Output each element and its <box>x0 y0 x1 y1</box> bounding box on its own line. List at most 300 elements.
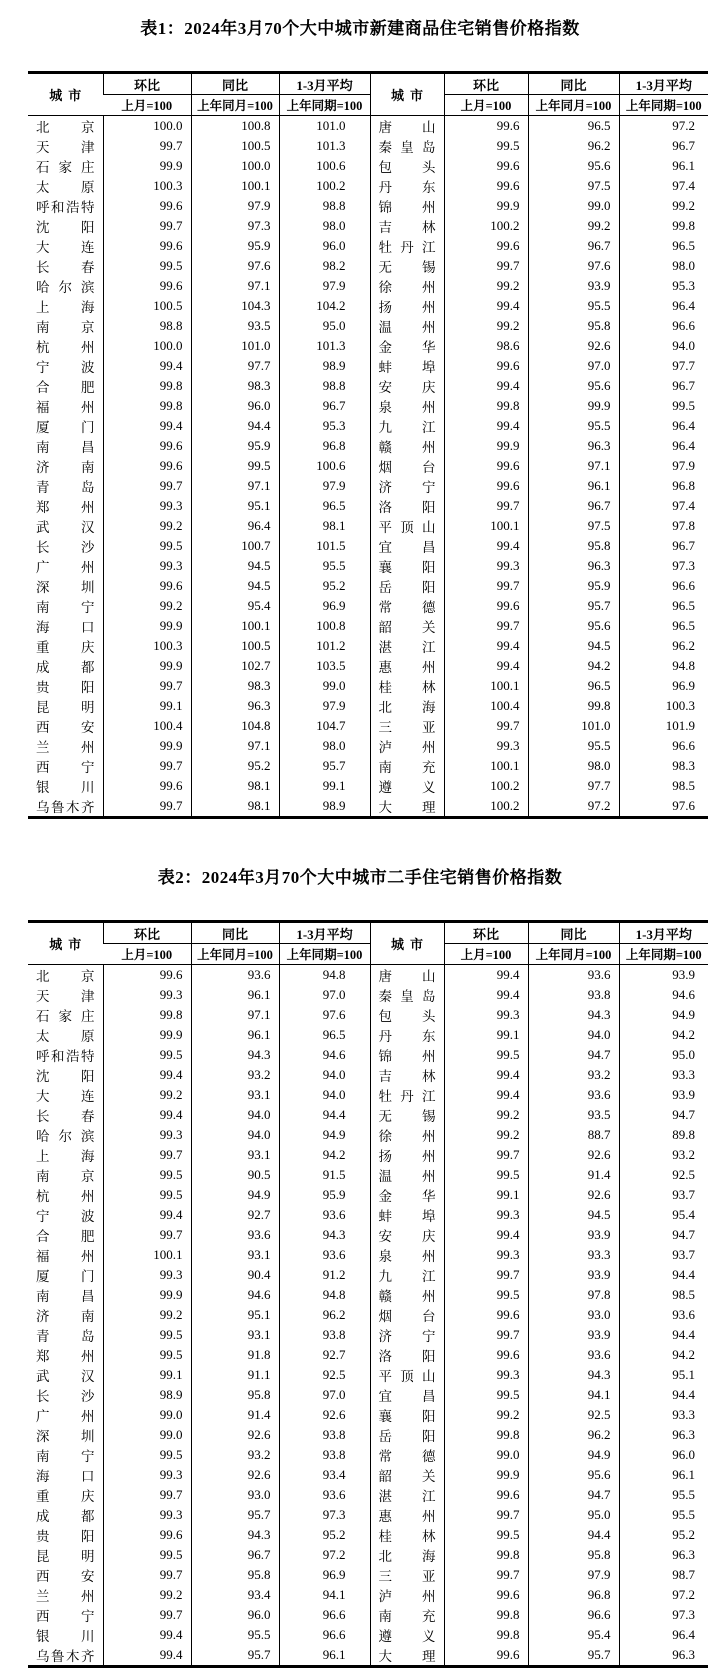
index-value-cell: 93.4 <box>279 1465 370 1485</box>
city-cell: 洛阳 <box>370 1345 444 1365</box>
header-yoy-label: 同比 <box>528 922 619 944</box>
index-value-cell: 96.0 <box>191 396 279 416</box>
city-cell: 吉林 <box>370 216 444 236</box>
index-value-cell: 96.5 <box>619 616 708 636</box>
index-value-cell: 99.6 <box>444 236 528 256</box>
index-value-cell: 95.2 <box>191 756 279 776</box>
index-value-cell: 94.7 <box>619 1105 708 1125</box>
index-value-cell: 99.4 <box>444 296 528 316</box>
index-value-cell: 99.6 <box>103 436 191 456</box>
index-value-cell: 96.3 <box>528 436 619 456</box>
table-row <box>28 1025 708 1045</box>
city-cell: 济宁 <box>370 1325 444 1345</box>
index-value-cell: 104.8 <box>191 716 279 736</box>
index-value-cell: 96.5 <box>528 116 619 137</box>
index-value-cell: 99.3 <box>444 1365 528 1385</box>
index-value-cell: 99.2 <box>528 216 619 236</box>
index-value-cell: 93.6 <box>528 1085 619 1105</box>
index-value-cell: 96.7 <box>528 496 619 516</box>
table-row <box>28 636 708 656</box>
index-value-cell: 96.6 <box>619 736 708 756</box>
table-row <box>28 1265 708 1285</box>
city-cell: 无锡 <box>370 1105 444 1125</box>
index-value-cell: 91.4 <box>191 1405 279 1425</box>
index-value-cell: 94.4 <box>619 1265 708 1285</box>
index-value-cell: 96.5 <box>528 676 619 696</box>
city-cell: 北京 <box>36 969 95 984</box>
city-cell: 宁波 <box>36 1209 95 1224</box>
index-value-cell: 100.3 <box>103 636 191 656</box>
city-cell: 海口 <box>36 1469 95 1484</box>
index-value-cell: 99.5 <box>444 1285 528 1305</box>
header-city-label: 城市 <box>28 922 103 965</box>
index-value-cell: 99.8 <box>103 376 191 396</box>
index-value-cell: 93.6 <box>279 1245 370 1265</box>
city-cell: 泸州 <box>370 736 444 756</box>
table-row <box>28 1425 708 1445</box>
index-value-cell: 93.6 <box>279 1205 370 1225</box>
index-value-cell: 102.7 <box>191 656 279 676</box>
index-value-cell: 95.2 <box>619 1525 708 1545</box>
table-row <box>28 1565 708 1585</box>
header-mom-label: 环比 <box>444 922 528 944</box>
index-value-cell: 96.6 <box>279 1605 370 1625</box>
index-value-cell: 95.5 <box>191 1625 279 1645</box>
index-value-cell: 97.8 <box>619 516 708 536</box>
index-value-cell: 100.1 <box>191 616 279 636</box>
index-value-cell: 99.5 <box>103 1445 191 1465</box>
index-value-cell: 104.3 <box>191 296 279 316</box>
index-value-cell: 96.1 <box>191 1025 279 1045</box>
city-cell: 牡丹江 <box>370 236 444 256</box>
header-mom-label: 环比 <box>103 922 191 944</box>
city-cell: 泉州 <box>370 1245 444 1265</box>
index-value-cell: 96.8 <box>619 476 708 496</box>
index-value-cell: 94.3 <box>528 1005 619 1025</box>
index-value-cell: 96.1 <box>191 985 279 1005</box>
table-row <box>28 1065 708 1085</box>
index-value-cell: 99.4 <box>444 376 528 396</box>
index-value-cell: 91.5 <box>279 1165 370 1185</box>
header-avg-base: 上年同期=100 <box>279 944 370 965</box>
index-value-cell: 99.5 <box>444 1525 528 1545</box>
city-cell: 平顶山 <box>370 1365 444 1385</box>
table-row <box>28 116 708 137</box>
index-value-cell: 97.9 <box>279 696 370 716</box>
table-row <box>28 1085 708 1105</box>
city-cell: 南充 <box>370 1605 444 1625</box>
table-row <box>28 1045 708 1065</box>
index-value-cell: 93.1 <box>191 1245 279 1265</box>
index-value-cell: 99.3 <box>103 1265 191 1285</box>
index-value-cell: 98.0 <box>279 736 370 756</box>
index-value-cell: 91.8 <box>191 1345 279 1365</box>
index-value-cell: 99.9 <box>444 436 528 456</box>
index-value-cell: 99.5 <box>103 536 191 556</box>
index-value-cell: 98.1 <box>191 776 279 796</box>
index-value-cell: 99.7 <box>103 476 191 496</box>
city-cell: 郑州 <box>36 500 95 515</box>
city-cell: 宜昌 <box>370 1385 444 1405</box>
index-value-cell: 93.2 <box>619 1145 708 1165</box>
index-value-cell: 99.9 <box>103 1025 191 1045</box>
index-value-cell: 94.6 <box>619 985 708 1005</box>
index-value-cell: 98.2 <box>279 256 370 276</box>
index-value-cell: 98.6 <box>444 336 528 356</box>
table-row <box>28 616 708 636</box>
city-cell: 昆明 <box>36 700 95 715</box>
index-value-cell: 99.0 <box>528 196 619 216</box>
index-value-cell: 99.7 <box>103 1485 191 1505</box>
index-value-cell: 94.9 <box>619 1005 708 1025</box>
city-cell: 徐州 <box>370 276 444 296</box>
header-yoy-base: 上年同月=100 <box>191 944 279 965</box>
city-cell: 徐州 <box>370 1125 444 1145</box>
index-value-cell: 99.3 <box>103 556 191 576</box>
index-value-cell: 95.7 <box>191 1645 279 1667</box>
index-value-cell: 93.4 <box>191 1585 279 1605</box>
city-cell: 大理 <box>370 796 444 818</box>
index-value-cell: 90.4 <box>191 1265 279 1285</box>
index-value-cell: 94.0 <box>528 1025 619 1045</box>
header-yoy-label: 同比 <box>191 922 279 944</box>
index-value-cell: 99.2 <box>103 516 191 536</box>
index-value-cell: 99.0 <box>103 1425 191 1445</box>
index-value-cell: 94.2 <box>619 1025 708 1045</box>
index-value-cell: 95.4 <box>528 1625 619 1645</box>
city-cell: 上海 <box>36 1149 95 1164</box>
table-row <box>28 396 708 416</box>
index-value-cell: 99.6 <box>444 1305 528 1325</box>
index-value-cell: 96.7 <box>279 396 370 416</box>
index-value-cell: 99.7 <box>103 1605 191 1625</box>
index-value-cell: 94.7 <box>528 1045 619 1065</box>
index-value-cell: 100.5 <box>191 636 279 656</box>
index-value-cell: 99.1 <box>444 1185 528 1205</box>
index-value-cell: 97.5 <box>528 176 619 196</box>
index-value-cell: 94.1 <box>528 1385 619 1405</box>
index-value-cell: 95.2 <box>279 1525 370 1545</box>
index-value-cell: 96.5 <box>279 1025 370 1045</box>
table2-resale-home-price-index <box>28 920 708 1668</box>
table-row <box>28 316 708 336</box>
index-value-cell: 96.7 <box>619 136 708 156</box>
city-cell: 秦皇岛 <box>370 136 444 156</box>
index-value-cell: 99.2 <box>103 596 191 616</box>
index-value-cell: 96.5 <box>619 596 708 616</box>
city-cell: 哈尔滨 <box>36 280 95 295</box>
city-cell: 青岛 <box>36 480 95 495</box>
city-cell: 南宁 <box>36 600 95 615</box>
header-avg-base: 上年同期=100 <box>619 95 708 116</box>
index-value-cell: 99.6 <box>103 965 191 986</box>
table-row <box>28 1185 708 1205</box>
index-value-cell: 99.9 <box>103 656 191 676</box>
city-cell: 西安 <box>36 720 95 735</box>
index-value-cell: 99.7 <box>444 256 528 276</box>
index-value-cell: 96.7 <box>528 236 619 256</box>
index-value-cell: 95.7 <box>528 1645 619 1667</box>
city-cell: 南昌 <box>36 440 95 455</box>
header-city-label: 城市 <box>370 73 444 116</box>
table-row <box>28 1365 708 1385</box>
city-cell: 遵义 <box>370 1625 444 1645</box>
index-value-cell: 98.8 <box>279 196 370 216</box>
index-value-cell: 94.9 <box>191 1185 279 1205</box>
header-mom-base: 上月=100 <box>444 944 528 965</box>
index-value-cell: 99.4 <box>444 1065 528 1085</box>
city-cell: 武汉 <box>36 1369 95 1384</box>
index-value-cell: 96.0 <box>279 236 370 256</box>
index-value-cell: 92.6 <box>528 336 619 356</box>
table-row <box>28 496 708 516</box>
index-value-cell: 99.9 <box>444 196 528 216</box>
index-value-cell: 97.8 <box>528 1285 619 1305</box>
table-row <box>28 1405 708 1425</box>
index-value-cell: 93.8 <box>279 1445 370 1465</box>
index-value-cell: 99.0 <box>279 676 370 696</box>
table-row <box>28 716 708 736</box>
index-value-cell: 93.9 <box>528 1225 619 1245</box>
index-value-cell: 99.7 <box>103 216 191 236</box>
city-cell: 太原 <box>36 1029 95 1044</box>
index-value-cell: 99.2 <box>103 1585 191 1605</box>
index-value-cell: 99.4 <box>444 416 528 436</box>
index-value-cell: 97.3 <box>191 216 279 236</box>
index-value-cell: 99.7 <box>103 756 191 776</box>
table-row <box>28 376 708 396</box>
header-mom-label: 环比 <box>444 73 528 95</box>
index-value-cell: 96.8 <box>528 1585 619 1605</box>
index-value-cell: 95.5 <box>528 416 619 436</box>
header-avg-base: 上年同期=100 <box>619 944 708 965</box>
index-value-cell: 94.8 <box>279 965 370 986</box>
city-cell: 南充 <box>370 756 444 776</box>
index-value-cell: 95.9 <box>191 236 279 256</box>
index-value-cell: 101.2 <box>279 636 370 656</box>
index-value-cell: 94.0 <box>619 336 708 356</box>
index-value-cell: 99.1 <box>279 776 370 796</box>
index-value-cell: 99.6 <box>444 156 528 176</box>
table2-body <box>28 965 708 1667</box>
index-value-cell: 95.5 <box>528 296 619 316</box>
city-cell: 厦门 <box>36 420 95 435</box>
index-value-cell: 94.3 <box>191 1045 279 1065</box>
index-value-cell: 98.3 <box>191 676 279 696</box>
index-value-cell: 101.0 <box>528 716 619 736</box>
index-value-cell: 94.4 <box>279 1105 370 1125</box>
table-row <box>28 536 708 556</box>
city-cell: 惠州 <box>370 1505 444 1525</box>
index-value-cell: 95.0 <box>279 316 370 336</box>
index-value-cell: 99.7 <box>444 1325 528 1345</box>
index-value-cell: 91.4 <box>528 1165 619 1185</box>
index-value-cell: 93.9 <box>528 1265 619 1285</box>
index-value-cell: 92.7 <box>191 1205 279 1225</box>
index-value-cell: 97.9 <box>279 476 370 496</box>
index-value-cell: 96.3 <box>619 1425 708 1445</box>
index-value-cell: 99.7 <box>444 1565 528 1585</box>
index-value-cell: 92.6 <box>528 1185 619 1205</box>
index-value-cell: 94.8 <box>619 656 708 676</box>
city-cell: 广州 <box>36 560 95 575</box>
city-cell: 银川 <box>36 1629 95 1644</box>
index-value-cell: 99.6 <box>103 236 191 256</box>
index-value-cell: 99.2 <box>444 276 528 296</box>
index-value-cell: 99.3 <box>444 1245 528 1265</box>
index-value-cell: 97.3 <box>279 1505 370 1525</box>
index-value-cell: 97.0 <box>279 1385 370 1405</box>
city-cell: 呼和浩特 <box>36 1049 95 1064</box>
header-avg-label: 1-3月平均 <box>279 73 370 95</box>
index-value-cell: 95.6 <box>528 616 619 636</box>
city-cell: 大连 <box>36 240 95 255</box>
index-value-cell: 96.5 <box>279 496 370 516</box>
index-value-cell: 92.7 <box>279 1345 370 1365</box>
index-value-cell: 98.1 <box>279 516 370 536</box>
city-cell: 宁波 <box>36 360 95 375</box>
city-cell: 南昌 <box>36 1289 95 1304</box>
index-value-cell: 97.2 <box>279 1545 370 1565</box>
index-value-cell: 99.6 <box>444 1485 528 1505</box>
index-value-cell: 93.9 <box>528 1325 619 1345</box>
index-value-cell: 95.0 <box>619 1045 708 1065</box>
index-value-cell: 99.9 <box>103 616 191 636</box>
index-value-cell: 99.2 <box>444 316 528 336</box>
index-value-cell: 104.2 <box>279 296 370 316</box>
index-value-cell: 95.4 <box>619 1205 708 1225</box>
index-value-cell: 97.5 <box>528 516 619 536</box>
index-value-cell: 97.7 <box>191 356 279 376</box>
index-value-cell: 99.5 <box>103 1045 191 1065</box>
index-value-cell: 97.0 <box>528 356 619 376</box>
index-value-cell: 98.9 <box>279 356 370 376</box>
table-row <box>28 156 708 176</box>
city-cell: 无锡 <box>370 256 444 276</box>
index-value-cell: 96.7 <box>619 376 708 396</box>
index-value-cell: 95.8 <box>191 1565 279 1585</box>
index-value-cell: 100.1 <box>444 516 528 536</box>
index-value-cell: 99.5 <box>103 1185 191 1205</box>
index-value-cell: 99.3 <box>444 1205 528 1225</box>
table1-new-home-price-index <box>28 71 708 819</box>
index-value-cell: 94.9 <box>279 1125 370 1145</box>
index-value-cell: 94.7 <box>528 1485 619 1505</box>
table-row <box>28 1345 708 1365</box>
city-cell: 沈阳 <box>36 220 95 235</box>
table-row <box>28 1145 708 1165</box>
index-value-cell: 95.7 <box>279 756 370 776</box>
city-cell: 太原 <box>36 180 95 195</box>
city-cell: 深圳 <box>36 1429 95 1444</box>
index-value-cell: 100.2 <box>444 796 528 818</box>
city-cell: 深圳 <box>36 580 95 595</box>
header-yoy-base: 上年同月=100 <box>191 95 279 116</box>
table-row <box>28 656 708 676</box>
index-value-cell: 93.6 <box>528 1345 619 1365</box>
index-value-cell: 96.0 <box>619 1445 708 1465</box>
index-value-cell: 93.3 <box>619 1405 708 1425</box>
index-value-cell: 99.7 <box>444 716 528 736</box>
table-row <box>28 356 708 376</box>
index-value-cell: 100.5 <box>103 296 191 316</box>
header-avg-label: 1-3月平均 <box>619 922 708 944</box>
table-row <box>28 476 708 496</box>
index-value-cell: 95.5 <box>619 1505 708 1525</box>
city-cell: 常德 <box>370 1445 444 1465</box>
index-value-cell: 99.4 <box>103 1205 191 1225</box>
index-value-cell: 93.5 <box>191 316 279 336</box>
index-value-cell: 93.1 <box>191 1085 279 1105</box>
city-cell: 天津 <box>36 989 95 1004</box>
index-value-cell: 99.4 <box>103 416 191 436</box>
index-value-cell: 91.1 <box>191 1365 279 1385</box>
table-row <box>28 556 708 576</box>
city-cell: 济南 <box>36 1309 95 1324</box>
index-value-cell: 99.8 <box>444 1605 528 1625</box>
header-mom-base: 上月=100 <box>444 95 528 116</box>
index-value-cell: 100.1 <box>444 676 528 696</box>
index-value-cell: 99.7 <box>444 616 528 636</box>
index-value-cell: 94.5 <box>191 576 279 596</box>
index-value-cell: 95.7 <box>191 1505 279 1525</box>
city-cell: 九江 <box>370 1265 444 1285</box>
index-value-cell: 98.1 <box>191 796 279 818</box>
table1-header <box>28 73 708 116</box>
index-value-cell: 96.7 <box>619 536 708 556</box>
index-value-cell: 99.6 <box>444 1345 528 1365</box>
index-value-cell: 92.5 <box>619 1165 708 1185</box>
city-cell: 丹东 <box>370 1025 444 1045</box>
index-value-cell: 100.0 <box>103 116 191 137</box>
index-value-cell: 96.9 <box>279 1565 370 1585</box>
index-value-cell: 94.7 <box>619 1225 708 1245</box>
index-value-cell: 94.3 <box>528 1365 619 1385</box>
city-cell: 合肥 <box>36 1229 95 1244</box>
index-value-cell: 95.6 <box>528 376 619 396</box>
index-value-cell: 96.2 <box>528 1425 619 1445</box>
index-value-cell: 93.6 <box>528 965 619 986</box>
city-cell: 温州 <box>370 1165 444 1185</box>
city-cell: 包头 <box>370 156 444 176</box>
index-value-cell: 92.5 <box>528 1405 619 1425</box>
table-row <box>28 1585 708 1605</box>
header-mom-base: 上月=100 <box>103 95 191 116</box>
city-cell: 乌鲁木齐 <box>36 1649 95 1664</box>
city-cell: 贵阳 <box>36 1529 95 1544</box>
header-yoy-label: 同比 <box>191 73 279 95</box>
city-cell: 扬州 <box>370 296 444 316</box>
header-mom-base: 上月=100 <box>103 944 191 965</box>
city-cell: 长春 <box>36 260 95 275</box>
index-value-cell: 97.3 <box>619 1605 708 1625</box>
city-cell: 秦皇岛 <box>370 985 444 1005</box>
city-cell: 赣州 <box>370 436 444 456</box>
index-value-cell: 101.0 <box>191 336 279 356</box>
index-value-cell: 99.5 <box>619 396 708 416</box>
index-value-cell: 104.7 <box>279 716 370 736</box>
index-value-cell: 95.6 <box>528 156 619 176</box>
index-value-cell: 96.0 <box>191 1605 279 1625</box>
index-value-cell: 93.6 <box>279 1485 370 1505</box>
index-value-cell: 96.6 <box>619 576 708 596</box>
city-cell: 岳阳 <box>370 1425 444 1445</box>
index-value-cell: 96.3 <box>528 556 619 576</box>
index-value-cell: 99.6 <box>103 1525 191 1545</box>
index-value-cell: 95.4 <box>191 596 279 616</box>
index-value-cell: 99.4 <box>103 1625 191 1645</box>
table-row <box>28 196 708 216</box>
